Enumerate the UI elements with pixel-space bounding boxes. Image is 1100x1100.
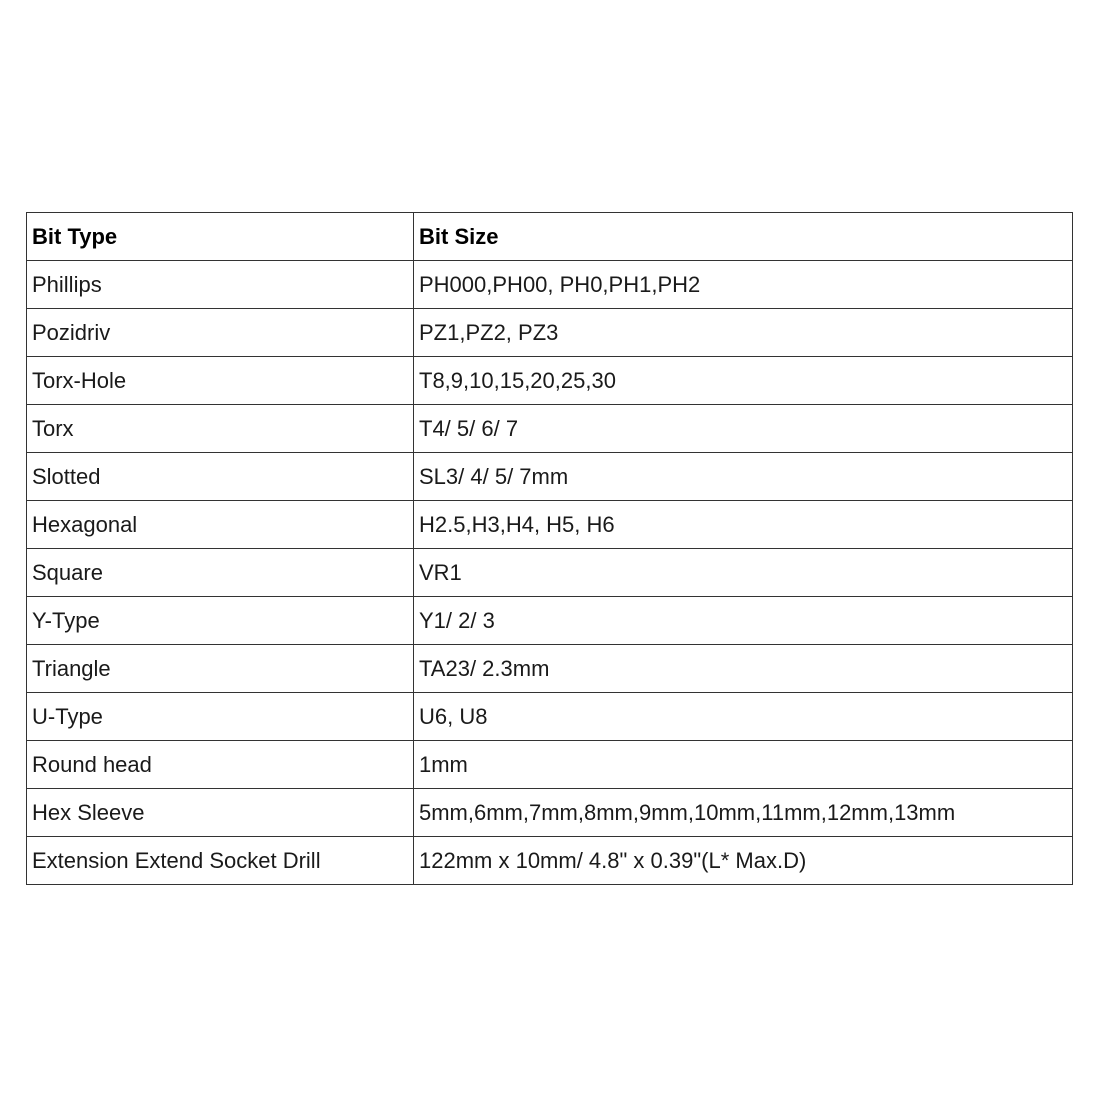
bit-size-cell: H2.5,H3,H4, H5, H6 — [414, 501, 1073, 549]
bit-type-cell: Round head — [27, 741, 414, 789]
bit-size-cell: Y1/ 2/ 3 — [414, 597, 1073, 645]
table-row — [27, 597, 1073, 645]
bit-size-cell: T4/ 5/ 6/ 7 — [414, 405, 1073, 453]
table-row — [27, 789, 1073, 837]
table-row — [27, 645, 1073, 693]
bit-type-cell: U-Type — [27, 693, 414, 741]
bit-size-cell: VR1 — [414, 549, 1073, 597]
bit-type-cell: Torx-Hole — [27, 357, 414, 405]
table-row — [27, 261, 1073, 309]
bit-size-cell: 1mm — [414, 741, 1073, 789]
bit-size-cell: 5mm,6mm,7mm,8mm,9mm,10mm,11mm,12mm,13mm — [414, 789, 1073, 837]
bit-size-cell: PH000,PH00, PH0,PH1,PH2 — [414, 261, 1073, 309]
bit-size-cell: T8,9,10,15,20,25,30 — [414, 357, 1073, 405]
bit-type-cell: Extension Extend Socket Drill — [27, 837, 414, 885]
table-header-row — [27, 213, 1073, 261]
bit-size-cell: U6, U8 — [414, 693, 1073, 741]
bit-type-cell: Triangle — [27, 645, 414, 693]
bit-type-cell: Square — [27, 549, 414, 597]
bit-type-cell: Hex Sleeve — [27, 789, 414, 837]
table-row — [27, 693, 1073, 741]
table-row — [27, 741, 1073, 789]
table-row — [27, 405, 1073, 453]
bit-size-cell: TA23/ 2.3mm — [414, 645, 1073, 693]
bit-size-cell: SL3/ 4/ 5/ 7mm — [414, 453, 1073, 501]
bit-spec-table — [26, 212, 1073, 885]
bit-type-cell: Pozidriv — [27, 309, 414, 357]
table-row — [27, 309, 1073, 357]
table-row — [27, 453, 1073, 501]
bit-size-cell: PZ1,PZ2, PZ3 — [414, 309, 1073, 357]
bit-type-cell: Hexagonal — [27, 501, 414, 549]
bit-type-cell: Y-Type — [27, 597, 414, 645]
table-row — [27, 501, 1073, 549]
bit-type-cell: Phillips — [27, 261, 414, 309]
bit-size-cell: 122mm x 10mm/ 4.8" x 0.39"(L* Max.D) — [414, 837, 1073, 885]
header-bit-type: Bit Type — [27, 213, 414, 261]
table-row — [27, 357, 1073, 405]
header-bit-size: Bit Size — [414, 213, 1073, 261]
bit-type-cell: Torx — [27, 405, 414, 453]
bit-type-cell: Slotted — [27, 453, 414, 501]
table-row — [27, 549, 1073, 597]
table-row — [27, 837, 1073, 885]
